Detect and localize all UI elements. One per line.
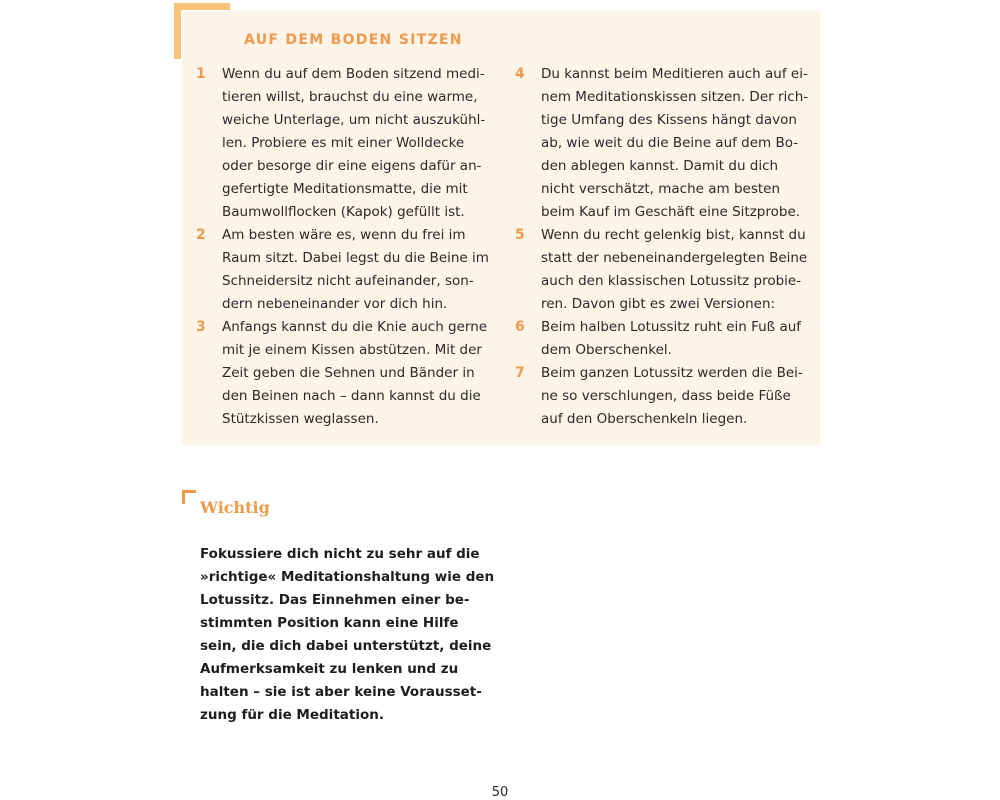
list-item xyxy=(515,224,807,316)
text-line: weiche Unterlage, um nicht auszukühl- xyxy=(222,112,486,128)
item-text xyxy=(541,362,803,431)
text-line: ab, wie weit du die Beine auf dem Bo- xyxy=(541,135,799,151)
text-line: Am besten wäre es, wenn du frei im xyxy=(222,227,466,243)
list-item xyxy=(196,316,488,431)
text-line: stimmten Position kann eine Hilfe xyxy=(200,615,459,631)
page-number: 50 xyxy=(491,785,509,800)
text-line: beim Kauf im Geschäft eine Sitzprobe. xyxy=(541,204,801,220)
item-number: 6 xyxy=(515,319,525,335)
text-line: Aufmerksamkeit zu lenken und zu xyxy=(200,661,459,677)
note-text xyxy=(200,543,494,727)
text-line: Beim halben Lotussitz ruht ein Fuß auf xyxy=(541,319,802,335)
box-title: AUF DEM BODEN SITZEN xyxy=(244,32,463,48)
text-line: zung für die Meditation. xyxy=(200,707,384,723)
text-line: Wenn du auf dem Boden sitzend medi- xyxy=(222,66,485,82)
text-line: Fokussiere dich nicht zu sehr auf die xyxy=(200,546,480,562)
text-line: Zeit geben die Sehnen und Bänder in xyxy=(222,365,475,381)
text-line: Lotussitz. Das Einnehmen einer be- xyxy=(200,592,470,608)
text-line: mit je einem Kissen abstützen. Mit der xyxy=(222,342,482,358)
left-column xyxy=(196,63,488,431)
note-corner-accent xyxy=(182,490,196,504)
list-item xyxy=(515,316,807,362)
text-line: auch den klassischen Lotussitz probie- xyxy=(541,273,802,289)
text-line: Beim ganzen Lotussitz werden die Bei- xyxy=(541,365,803,381)
text-line: nem Meditationskissen sitzen. Der rich- xyxy=(541,89,809,105)
text-line: Raum sitzt. Dabei legst du die Beine im xyxy=(222,250,489,266)
text-line: sein, die dich dabei unterstützt, deine xyxy=(200,638,492,654)
right-column xyxy=(515,63,807,431)
item-number: 5 xyxy=(515,227,525,243)
item-text xyxy=(222,63,485,224)
item-text xyxy=(541,63,808,224)
text-line: tige Umfang des Kissens hängt davon xyxy=(541,112,797,128)
text-line: dern nebeneinander vor dich hin. xyxy=(222,296,448,312)
text-line: den Beinen nach – dann kannst du die xyxy=(222,388,481,404)
text-line: tieren willst, brauchst du eine warme, xyxy=(222,89,478,105)
text-line: oder besorge dir eine eigens dafür an- xyxy=(222,158,482,174)
text-line: gefertigte Meditationsmatte, die mit xyxy=(222,181,468,197)
item-number: 3 xyxy=(196,319,206,335)
text-line: Stützkissen weglassen. xyxy=(222,411,379,427)
text-line: Du kannst beim Meditieren auch auf ei- xyxy=(541,66,808,82)
item-number: 2 xyxy=(196,227,206,243)
item-text xyxy=(222,224,489,316)
text-line: Baumwollflocken (Kapok) gefüllt ist. xyxy=(222,204,465,220)
item-number: 1 xyxy=(196,66,206,82)
text-line: »richtige« Meditationshaltung wie den xyxy=(200,569,495,585)
list-item xyxy=(196,63,488,224)
text-line: den ablegen kannst. Damit du dich xyxy=(541,158,779,174)
text-line: Anfangs kannst du die Knie auch gerne xyxy=(222,319,488,335)
item-text xyxy=(541,224,807,316)
item-number: 7 xyxy=(515,365,525,381)
text-line: halten – sie ist aber keine Vorausset- xyxy=(200,684,482,700)
box-corner-accent xyxy=(174,3,230,59)
item-number: 4 xyxy=(515,66,525,82)
item-text xyxy=(541,316,801,362)
list-item xyxy=(196,224,488,316)
note-title: Wichtig xyxy=(200,498,270,517)
text-line: ne so verschlungen, dass beide Füße xyxy=(541,388,791,404)
text-line: len. Probiere es mit einer Wolldecke xyxy=(222,135,465,151)
item-text xyxy=(222,316,487,431)
text-line: statt der nebeneinandergelegten Beine xyxy=(541,250,808,266)
text-line: nicht verschätzt, mache am besten xyxy=(541,181,781,197)
text-line: Schneidersitz nicht aufeinander, son- xyxy=(222,273,474,289)
text-line: dem Oberschenkel. xyxy=(541,342,672,358)
text-line: ren. Davon gibt es zwei Versionen: xyxy=(541,296,776,312)
list-item xyxy=(515,362,807,431)
list-item xyxy=(515,63,807,224)
text-line: Wenn du recht gelenkig bist, kannst du xyxy=(541,227,806,243)
text-line: auf den Oberschenkeln liegen. xyxy=(541,411,748,427)
